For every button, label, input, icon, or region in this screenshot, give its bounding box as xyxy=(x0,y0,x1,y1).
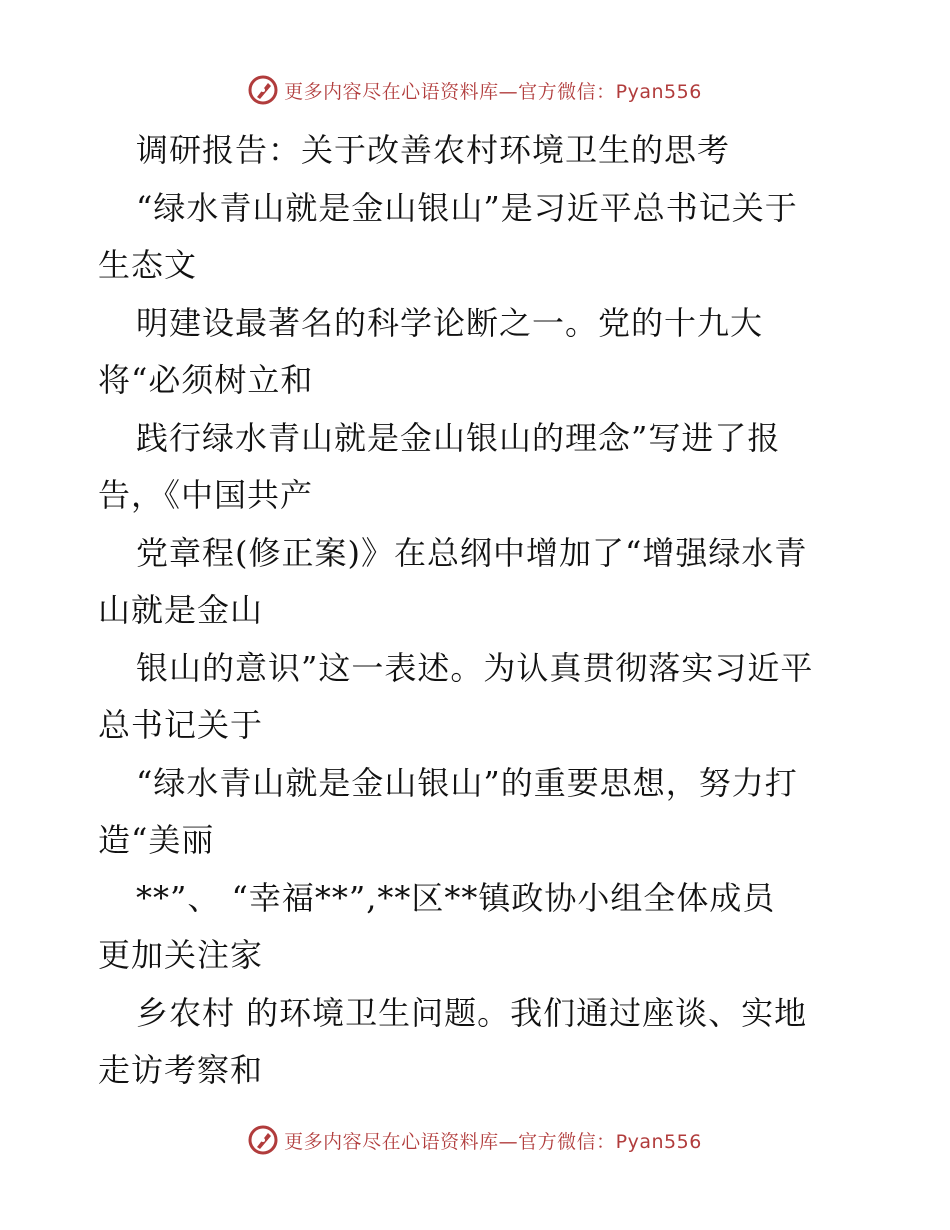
footer-watermark xyxy=(0,1120,950,1160)
text-line: 明建设最著名的科学论断之一。党的十九大 xyxy=(136,303,764,342)
text-line: “绿水青山就是金山银山”是习近平总书记关于 xyxy=(136,188,798,227)
text-line: 总书记关于 xyxy=(98,706,264,744)
pen-nib-circle-icon xyxy=(248,75,278,105)
text-line: 告，《中国共产 xyxy=(98,476,314,514)
text-line: 生态文 xyxy=(98,246,198,284)
header-watermark xyxy=(0,70,950,110)
text-line: 党章程(修正案)》在总纲中增加了“增强绿水青 xyxy=(136,533,808,572)
text-line: 乡农村 的环境卫生问题。我们通过座谈、实地 xyxy=(136,993,808,1032)
text-line: 银山的意识”这一表述。为认真贯彻落实习近平 xyxy=(136,648,814,687)
text-line: 山就是金山 xyxy=(98,591,264,629)
watermark-text: 更多内容尽在心语资料库—官方微信：Pyan556 xyxy=(284,80,702,103)
text-line: 走访考察和 xyxy=(98,1051,264,1089)
text-line: 将“必须树立和 xyxy=(98,361,314,399)
watermark-text: 更多内容尽在心语资料库—官方微信：Pyan556 xyxy=(284,1130,702,1153)
text-line: 践行绿水青山就是金山银山的理念”写进了报 xyxy=(136,418,781,457)
text-line: 调研报告：关于改善农村环境卫生的思考 xyxy=(136,131,731,169)
document-body xyxy=(98,122,858,1100)
text-line: **”、 “幸福**”,**区**镇政协小组全体成员 xyxy=(136,878,776,917)
text-line: “绿水青山就是金山银山”的重要思想，努力打 xyxy=(136,763,798,802)
text-line: 更加关注家 xyxy=(98,936,264,974)
pen-nib-circle-icon xyxy=(248,1125,278,1155)
text-line: 造“美丽 xyxy=(98,821,215,859)
